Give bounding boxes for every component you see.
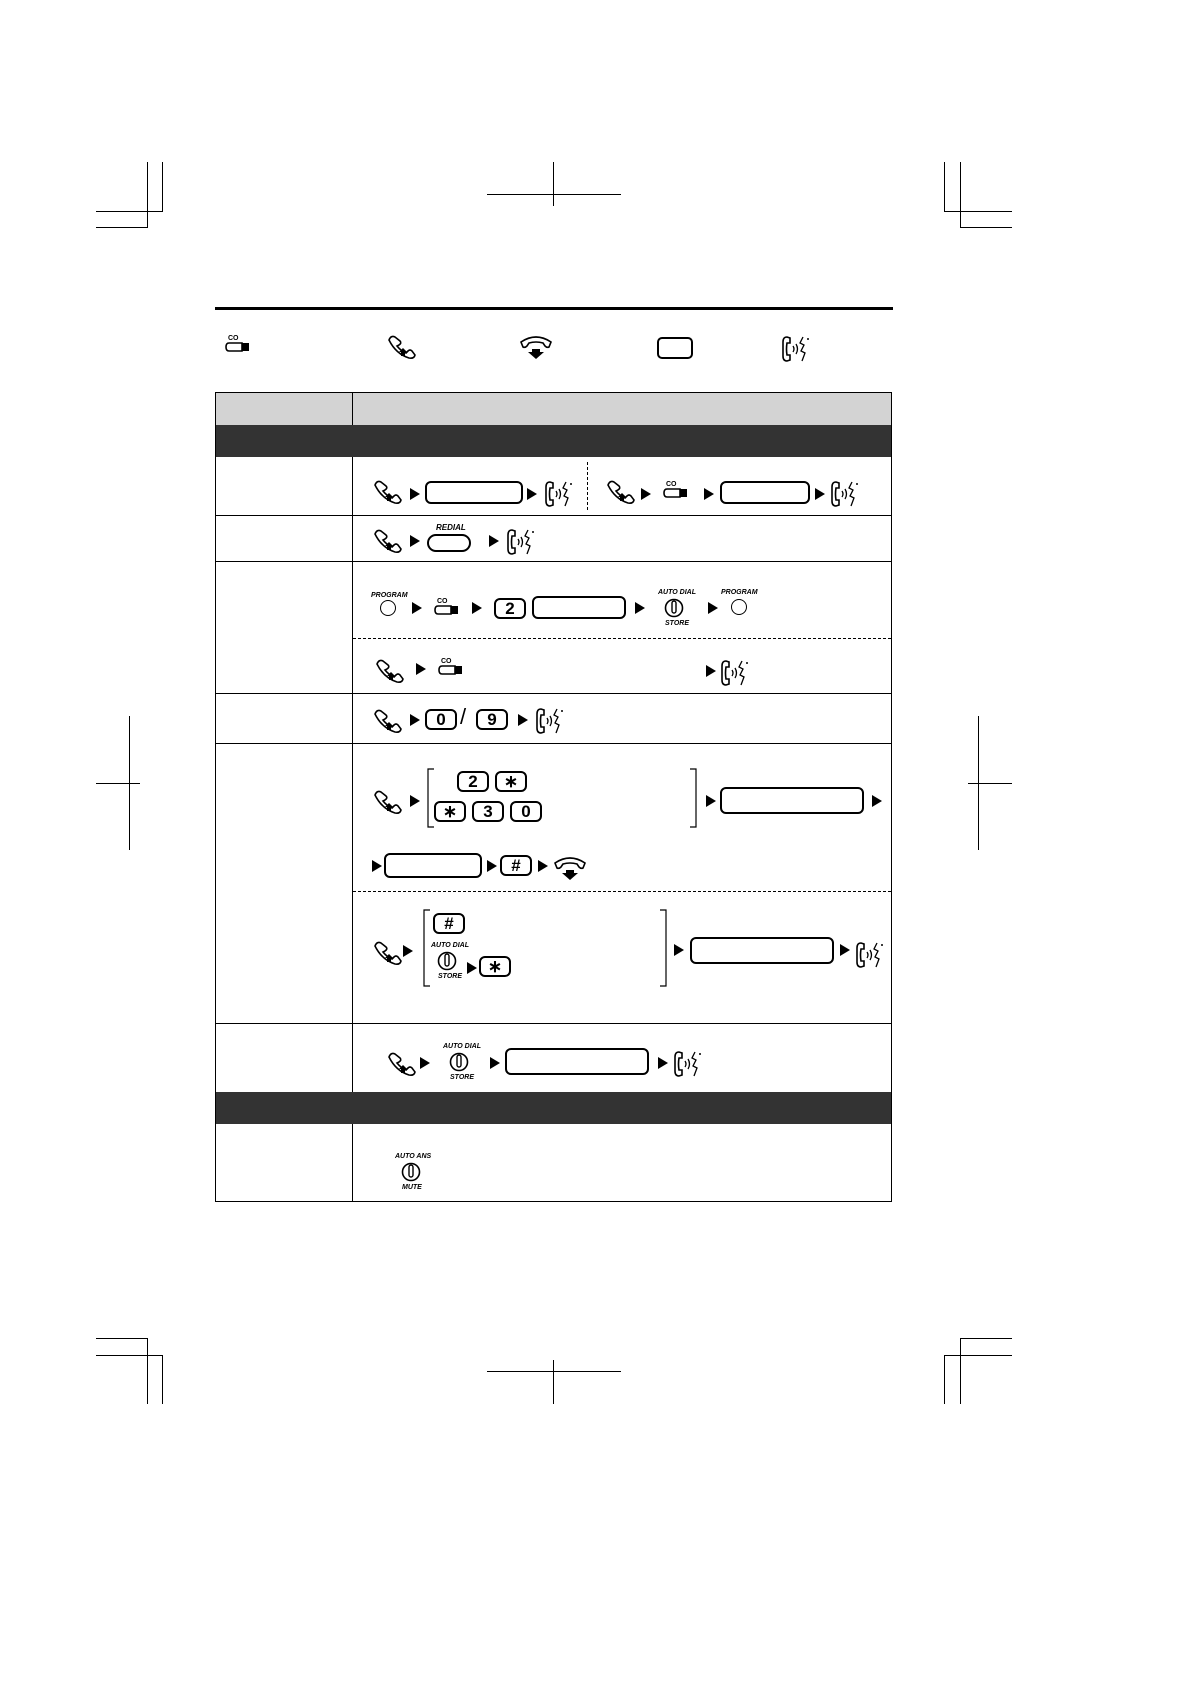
- dial-button-icon: [437, 951, 457, 971]
- off-hook-icon: [372, 479, 404, 505]
- bracket: [690, 768, 698, 828]
- dial-key-two: 2: [494, 598, 526, 619]
- arrow-icon: [420, 1057, 430, 1069]
- arrow-icon: [412, 602, 422, 614]
- label-auto_dial: AUTO DIAL: [443, 1043, 481, 1050]
- talk-icon: [506, 527, 536, 557]
- arrow-icon: [538, 860, 548, 872]
- talk-icon: [544, 479, 574, 509]
- off-hook-icon: [372, 940, 404, 966]
- entry-field: [720, 787, 864, 814]
- on-hook-icon: [553, 855, 587, 881]
- arrow-icon: [706, 795, 716, 807]
- co-button-icon: [434, 597, 462, 619]
- table-header: [215, 392, 892, 425]
- arrow-icon: [487, 860, 497, 872]
- off-hook-icon: [374, 658, 406, 684]
- separator-slash: /: [460, 704, 467, 729]
- entry-field: [532, 596, 626, 619]
- arrow-icon: [635, 602, 645, 614]
- dial-key-hash: #: [433, 913, 465, 934]
- arrow-icon: [372, 860, 382, 872]
- off-hook-icon: [372, 528, 404, 554]
- on-hook-icon: [519, 334, 553, 360]
- arrow-icon: [410, 535, 420, 547]
- svg-text:CO: CO: [228, 335, 239, 342]
- redial-button: [427, 534, 471, 552]
- dial-key-two: 2: [457, 771, 489, 792]
- talk-icon: [673, 1049, 703, 1079]
- label-program: PROGRAM: [721, 589, 758, 596]
- dial-key-zero: 0: [510, 801, 542, 822]
- dial-key-three: 3: [472, 801, 504, 822]
- talk-icon: [855, 940, 885, 970]
- off-hook-icon: [386, 334, 418, 360]
- label-program: PROGRAM: [371, 592, 408, 599]
- dial-key-zero: 0: [425, 709, 457, 730]
- label-auto_ans: AUTO ANS: [395, 1153, 432, 1160]
- arrow-icon: [815, 488, 825, 500]
- arrow-icon: [706, 665, 716, 677]
- label-store: STORE: [665, 620, 689, 627]
- dial-button-icon: [664, 598, 684, 618]
- section-bar-2: [215, 1092, 892, 1124]
- dial-key-star: ∗: [479, 956, 511, 977]
- dial-key-nine: 9: [476, 709, 508, 730]
- talk-icon: [830, 479, 860, 509]
- talk-icon: [720, 658, 750, 688]
- arrow-icon: [658, 1057, 668, 1069]
- arrow-icon: [410, 488, 420, 500]
- label-mute: MUTE: [402, 1184, 422, 1191]
- arrow-icon: [518, 714, 528, 726]
- label-store: STORE: [450, 1074, 474, 1081]
- talk-icon: [781, 334, 811, 364]
- arrow-icon: [674, 944, 684, 956]
- entry-field: [720, 481, 810, 504]
- bracket: [660, 909, 668, 987]
- talk-icon: [535, 706, 565, 736]
- label-auto_dial: AUTO DIAL: [431, 942, 469, 949]
- svg-text:CO: CO: [437, 598, 448, 605]
- arrow-icon: [641, 488, 651, 500]
- arrow-icon: [489, 535, 499, 547]
- off-hook-icon: [372, 789, 404, 815]
- svg-text:CO: CO: [666, 481, 677, 488]
- off-hook-icon: [372, 708, 404, 734]
- entry-field: [384, 853, 482, 878]
- arrow-icon: [872, 795, 882, 807]
- arrow-icon: [410, 795, 420, 807]
- arrow-icon: [527, 488, 537, 500]
- arrow-icon: [410, 714, 420, 726]
- section-bar-1: [215, 425, 892, 457]
- flexible-button-icon: [657, 337, 693, 359]
- arrow-icon: [490, 1057, 500, 1069]
- entry-field: [505, 1048, 649, 1075]
- dial-key-star: ∗: [434, 801, 466, 822]
- arrow-icon: [416, 663, 426, 675]
- arrow-icon: [472, 602, 482, 614]
- bracket: [426, 768, 434, 828]
- label-auto_dial: AUTO DIAL: [658, 589, 696, 596]
- bracket: [422, 909, 430, 987]
- co-button-icon: [663, 480, 691, 502]
- arrow-icon: [403, 945, 413, 957]
- dial-key-star: ∗: [495, 771, 527, 792]
- co-button-icon: [438, 657, 466, 679]
- entry-field: [425, 481, 523, 504]
- dial-button-icon: [401, 1162, 421, 1182]
- off-hook-icon: [605, 479, 637, 505]
- top-rule: [215, 307, 893, 310]
- off-hook-icon: [386, 1051, 418, 1077]
- arrow-icon: [704, 488, 714, 500]
- dial-key-hash: #: [500, 855, 532, 876]
- arrow-icon: [467, 962, 477, 974]
- co-button-icon: [225, 334, 253, 354]
- round-button: [380, 600, 396, 616]
- arrow-icon: [708, 602, 718, 614]
- svg-text:CO: CO: [441, 658, 452, 665]
- arrow-icon: [840, 944, 850, 956]
- entry-field: [690, 937, 834, 964]
- label-redial: REDIAL: [436, 523, 466, 532]
- label-store: STORE: [438, 973, 462, 980]
- round-button: [731, 599, 747, 615]
- dial-button-icon: [449, 1052, 469, 1072]
